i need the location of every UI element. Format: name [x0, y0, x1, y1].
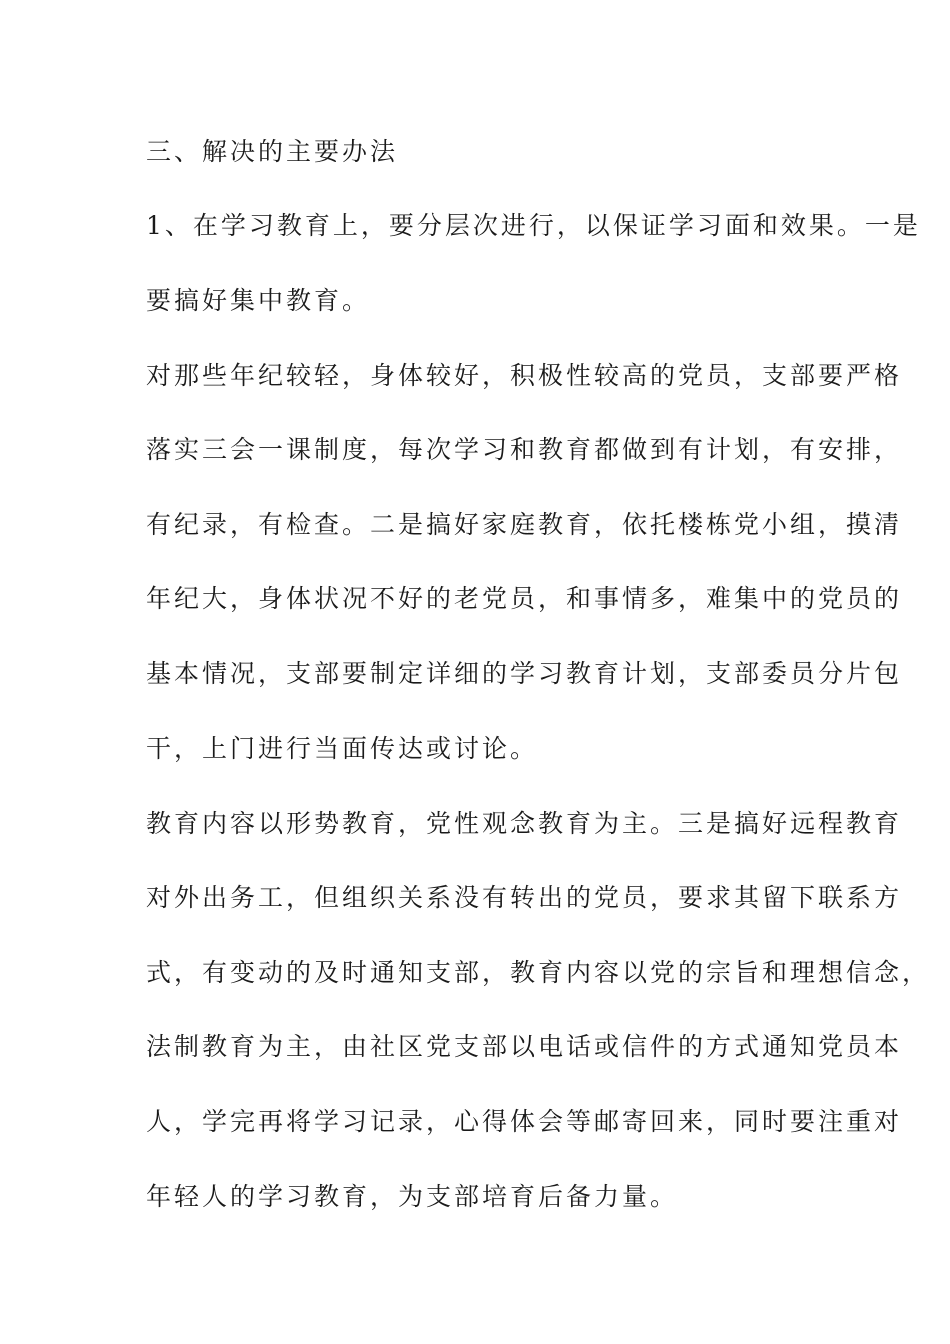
text-line: 对外出务工，但组织关系没有转出的党员，要求其留下联系方 [146, 883, 903, 912]
text-line: 年轻人的学习教育，为支部培育后备力量。 [146, 1182, 679, 1211]
text-line: 式，有变动的及时通知支部，教育内容以党的宗旨和理想信念， [146, 958, 931, 987]
text-line: 1、在学习教育上，要分层次进行，以保证学习面和效果。一是 [146, 211, 921, 240]
text-line: 教育内容以形势教育，党性观念教育为主。三是搞好远程教育 [146, 809, 903, 838]
text-line: 基本情况，支部要制定详细的学习教育计划，支部委员分片包 [146, 659, 903, 688]
text-line: 对那些年纪较轻，身体较好，积极性较高的党员，支部要严格 [146, 361, 903, 390]
text-line: 人，学完再将学习记录，心得体会等邮寄回来，同时要注重对 [146, 1107, 903, 1136]
text-line: 落实三会一课制度，每次学习和教育都做到有计划，有安排， [146, 435, 903, 464]
text-line: 有纪录，有检查。二是搞好家庭教育，依托楼栋党小组，摸清 [146, 510, 903, 539]
section-heading: 三、解决的主要办法 [146, 137, 399, 166]
text-line: 法制教育为主，由社区党支部以电话或信件的方式通知党员本 [146, 1032, 903, 1061]
text-line: 干，上门进行当面传达或讨论。 [146, 734, 539, 763]
text-line: 要搞好集中教育。 [146, 286, 371, 315]
text-line: 年纪大，身体状况不好的老党员，和事情多，难集中的党员的 [146, 584, 903, 613]
